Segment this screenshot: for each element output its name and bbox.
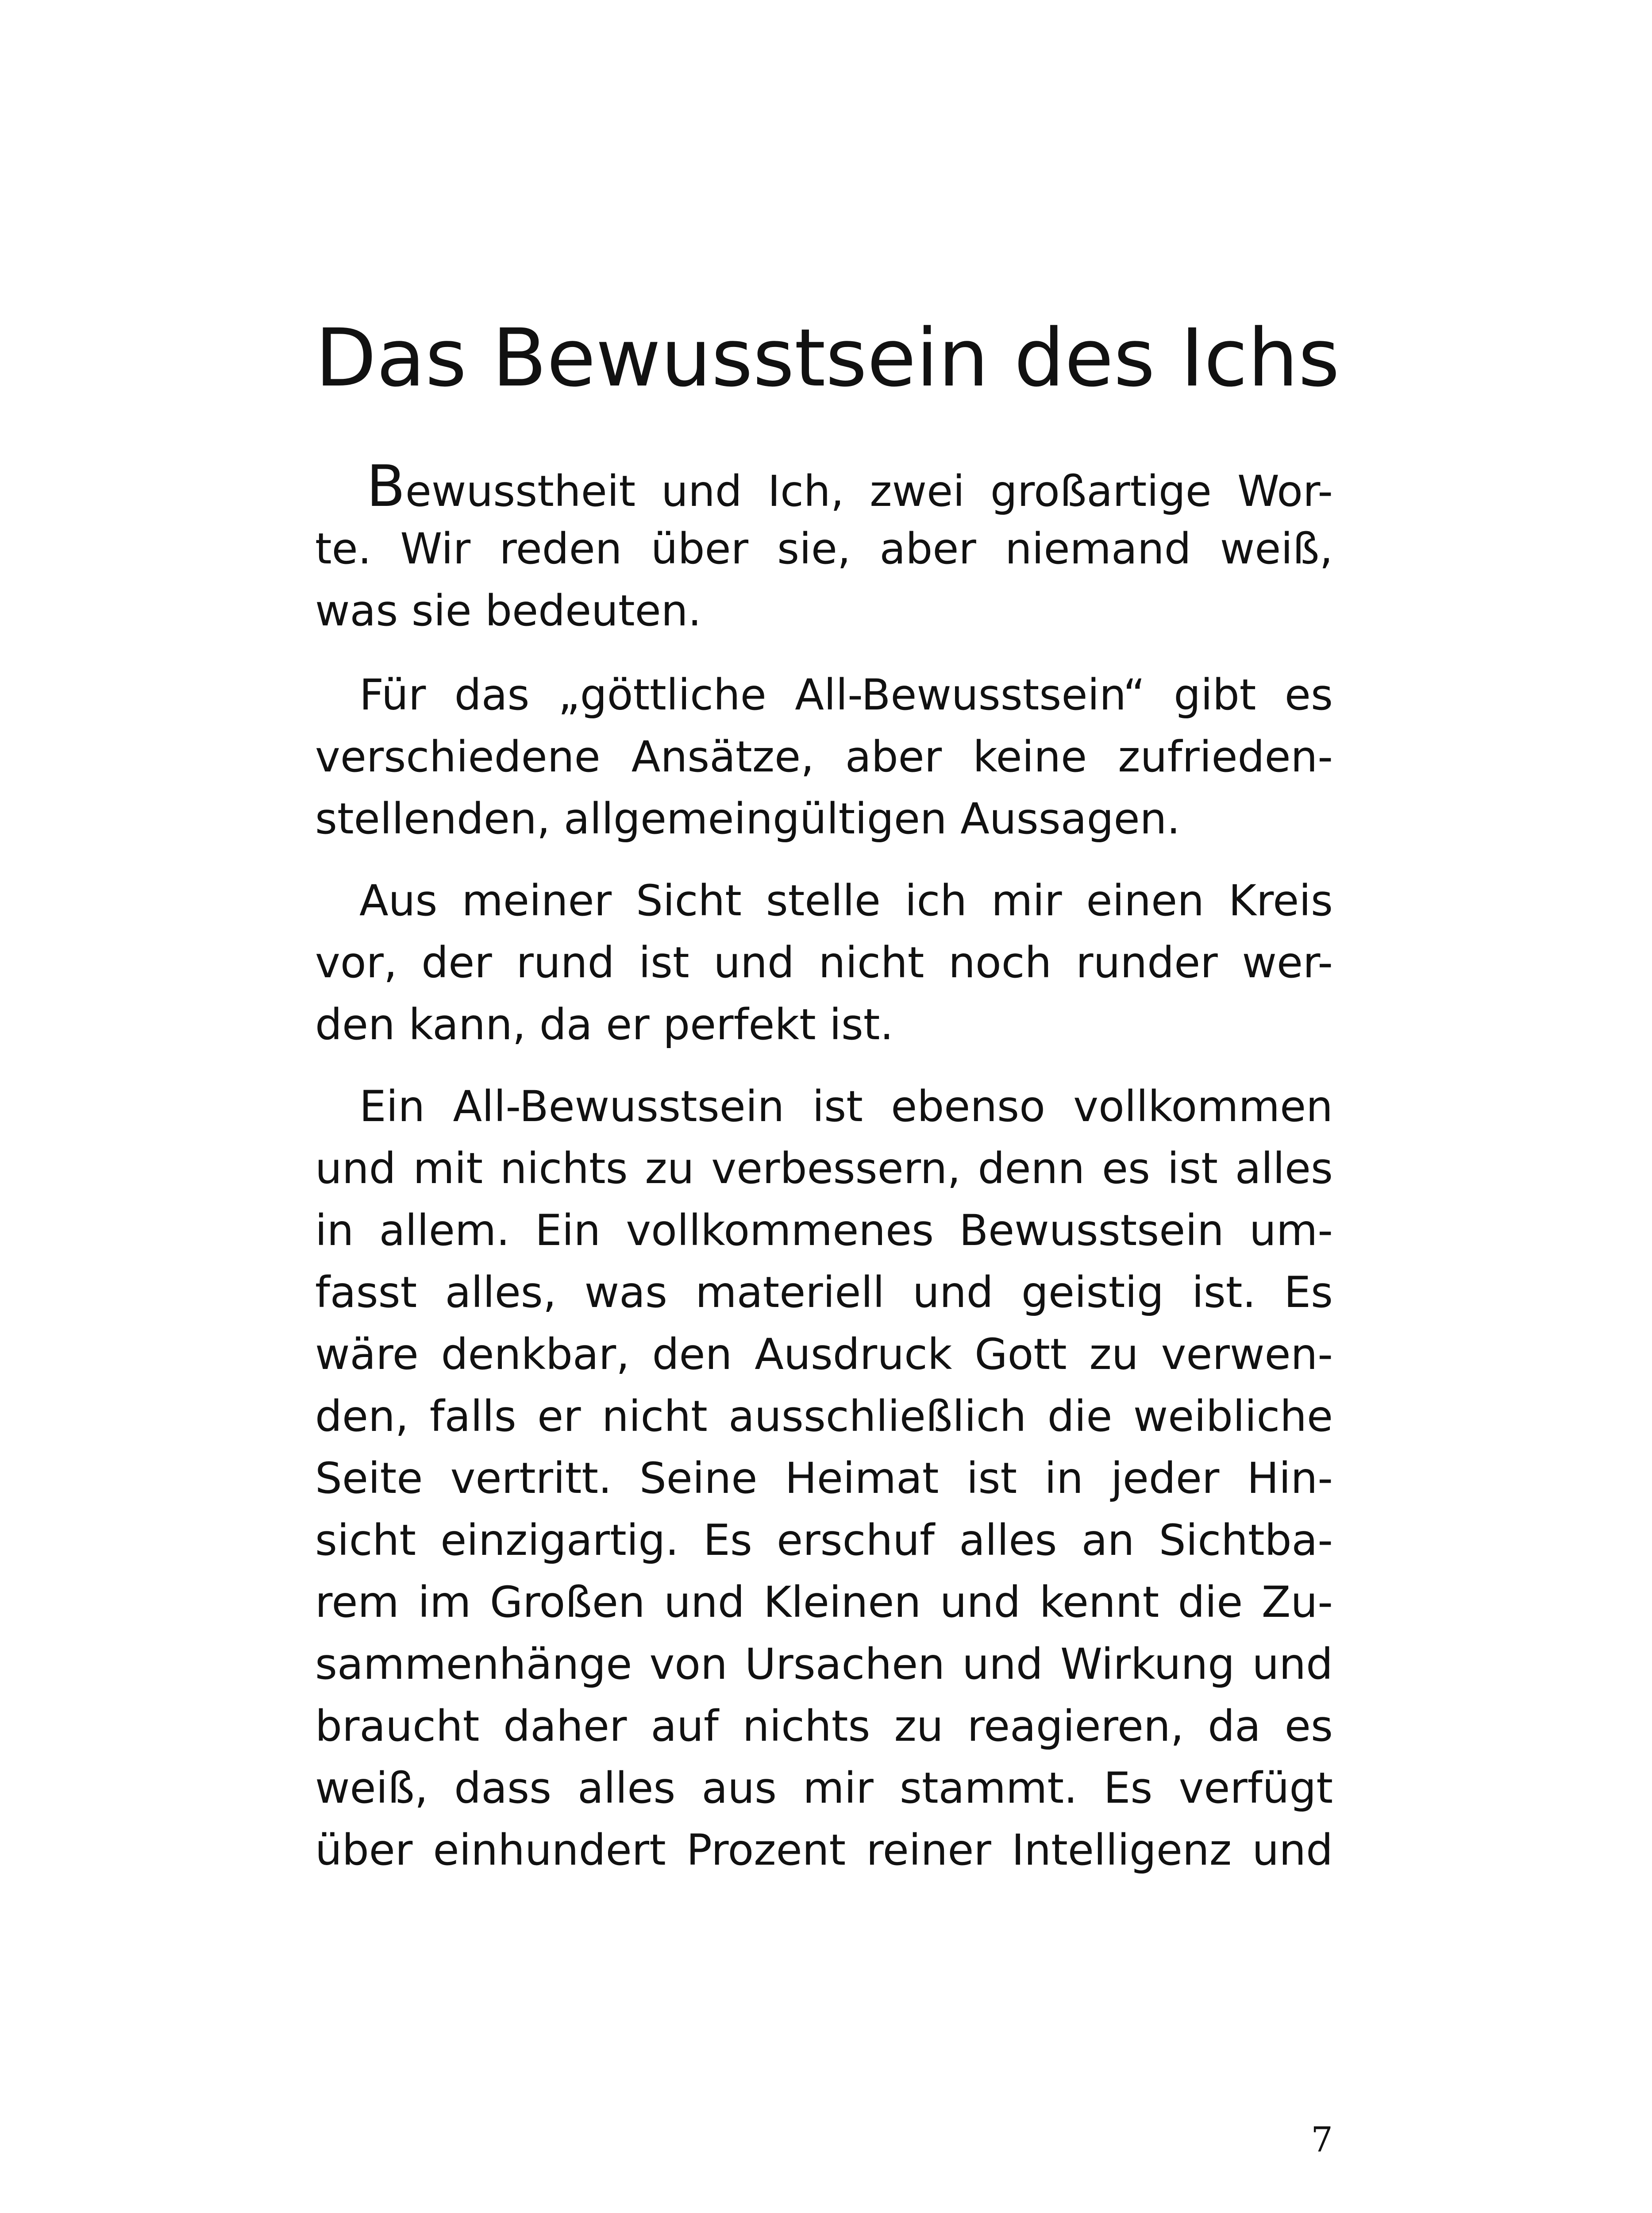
paragraph-4-line-8: sicht einzigartig. Es erschuf alles an Sichtba- — [315, 1515, 1333, 1565]
paragraph-2-line-2: verschiedene Ansätze, aber keine zufrieden- — [315, 732, 1333, 782]
paragraph-2-line-1: Für das „göttliche All-Bewusstsein“ gibt es — [359, 670, 1333, 720]
paragraph-3-line-2: vor, der rund ist und nicht noch runder wer- — [315, 938, 1333, 987]
paragraph-4-line-1: Ein All-Bewusstsein ist ebenso vollkommen — [359, 1082, 1333, 1131]
paragraph-4-line-9: rem im Großen und Kleinen und kennt die Zu- — [315, 1577, 1333, 1627]
paragraph-4-line-5: wäre denkbar, den Ausdruck Gott zu verwen- — [315, 1330, 1333, 1379]
paragraph-4-line-10: sammenhänge von Ursachen und Wirkung und — [315, 1639, 1333, 1689]
paragraph-2-line-3: stellenden, allgemeingültigen Aussagen. — [315, 794, 1180, 844]
page-number: 7 — [1311, 2120, 1333, 2160]
chapter-heading: Das Bewusstsein des Ichs — [315, 312, 1340, 405]
paragraph-4-line-7: Seite vertritt. Seine Heimat ist in jeder Hin- — [315, 1453, 1333, 1503]
paragraph-3-line-3: den kann, da er perfekt ist. — [315, 1000, 894, 1049]
paragraph-4-line-11: braucht daher auf nichts zu reagieren, da es — [315, 1701, 1333, 1751]
paragraph-4-line-4: fasst alles, was materiell und geistig ist. Es — [315, 1268, 1333, 1317]
paragraph-1-line-2: te. Wir reden über sie, aber niemand weiß, — [315, 524, 1333, 574]
paragraph-1-line-3: was sie bedeuten. — [315, 586, 702, 636]
paragraph-4-line-2: und mit nichts zu verbessern, denn es ist alles — [315, 1144, 1333, 1193]
paragraph-4-line-3: in allem. Ein vollkommenes Bewusstsein um- — [315, 1206, 1333, 1255]
text-line: ewusstheit und Ich, zwei großartige Wor- — [405, 467, 1333, 516]
paragraph-4-line-6: den, falls er nicht ausschließlich die weibliche — [315, 1392, 1333, 1441]
paragraph-4-line-12: weiß, dass alles aus mir stammt. Es verfügt — [315, 1763, 1333, 1813]
paragraph-4-line-13: über einhundert Prozent reiner Intelligenz und — [315, 1825, 1333, 1875]
paragraph-3-line-1: Aus meiner Sicht stelle ich mir einen Kreis — [359, 876, 1333, 925]
drop-cap: B — [366, 454, 405, 520]
paragraph-1-line-1 — [366, 456, 1333, 522]
